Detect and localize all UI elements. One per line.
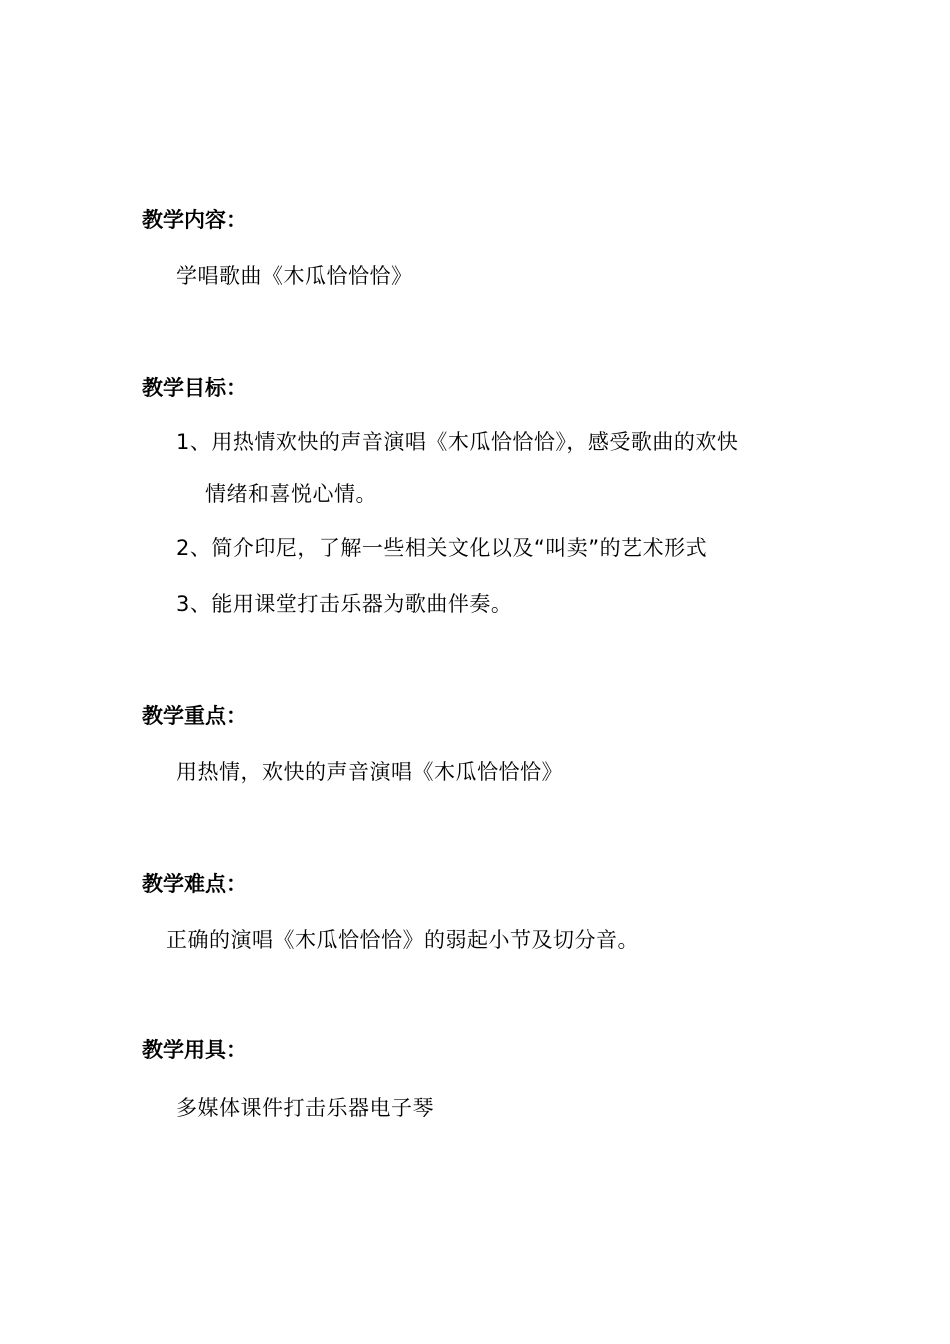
objective-item-1: 1、用热情欢快的声音演唱《木瓜恰恰恰》，感受歌曲的欢快 bbox=[176, 430, 739, 454]
tools-heading: 教学用具： bbox=[142, 1038, 247, 1062]
content-heading: 教学内容： bbox=[142, 208, 247, 232]
key-point-text: 用热情，欢快的声音演唱《木瓜恰恰恰》 bbox=[176, 760, 563, 784]
difficulty-text: 正确的演唱《木瓜恰恰恰》的弱起小节及切分音。 bbox=[166, 928, 639, 952]
content-text: 学唱歌曲《木瓜恰恰恰》 bbox=[176, 264, 413, 288]
tools-text: 多媒体课件打击乐器电子琴 bbox=[176, 1096, 434, 1120]
objective-item-1-continued: 情绪和喜悦心情。 bbox=[205, 482, 377, 506]
objectives-heading: 教学目标： bbox=[142, 376, 247, 400]
difficulty-heading: 教学难点： bbox=[142, 872, 247, 896]
objective-item-3: 3、能用课堂打击乐器为歌曲伴奏。 bbox=[176, 592, 513, 616]
objective-item-2: 2、简介印尼，了解一些相关文化以及“叫卖”的艺术形式 bbox=[176, 536, 708, 560]
key-point-heading: 教学重点： bbox=[142, 704, 247, 728]
